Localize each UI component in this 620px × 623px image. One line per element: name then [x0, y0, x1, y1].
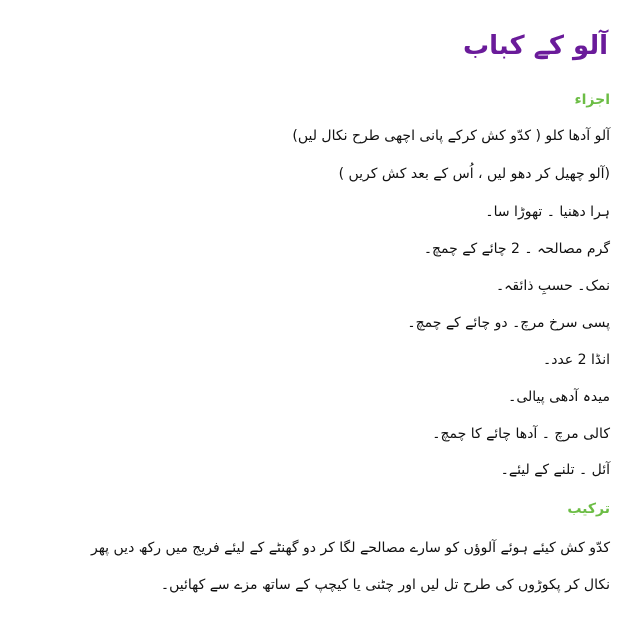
- method-heading: ترکیب: [567, 501, 610, 517]
- ingredient-item: انڈا 2 عدد۔: [543, 352, 610, 368]
- ingredient-item: میدہ آدھی پیالی۔: [508, 389, 610, 405]
- ingredient-item: کالی مرچ ۔ آدھا چائے کا چمچ۔: [432, 426, 610, 442]
- ingredient-item: (آلو چھیل کر دھو لیں ، اُس کے بعد کش کریں ): [338, 166, 610, 182]
- method-line: کدّو کش کیئے ہوئے آلوؤں کو سارے مصالحے لگا کر دو گھنٹے کے لیئے فریج میں رکھ دیں پھر: [90, 540, 610, 556]
- ingredient-item: گرم مصالحہ ۔ 2 چائے کے چمچ۔: [423, 241, 610, 257]
- method-line: نکال کر پکوڑوں کی طرح تل لیں اور چٹنی یا کیچپ کے ساتھ مزے سے کھائیں۔: [160, 577, 610, 593]
- ingredient-item: پسی سرخ مرچ۔ دو چائے کے چمچ۔: [407, 315, 610, 331]
- ingredient-item: نمک۔ حسبِ ذائقہ۔: [495, 278, 610, 294]
- ingredients-heading: اجزاء: [574, 92, 610, 108]
- ingredient-item: آلو آدھا کلو ( کدّو کش کرکے پانی اچھی طرح نکال لیں): [292, 128, 610, 144]
- page-title: آلو کے کباب: [462, 31, 608, 61]
- ingredient-item: ہرا دھنیا ۔ تھوڑا سا۔: [485, 204, 610, 220]
- ingredient-item: آئل ۔ تلنے کے لیئے۔: [500, 462, 610, 478]
